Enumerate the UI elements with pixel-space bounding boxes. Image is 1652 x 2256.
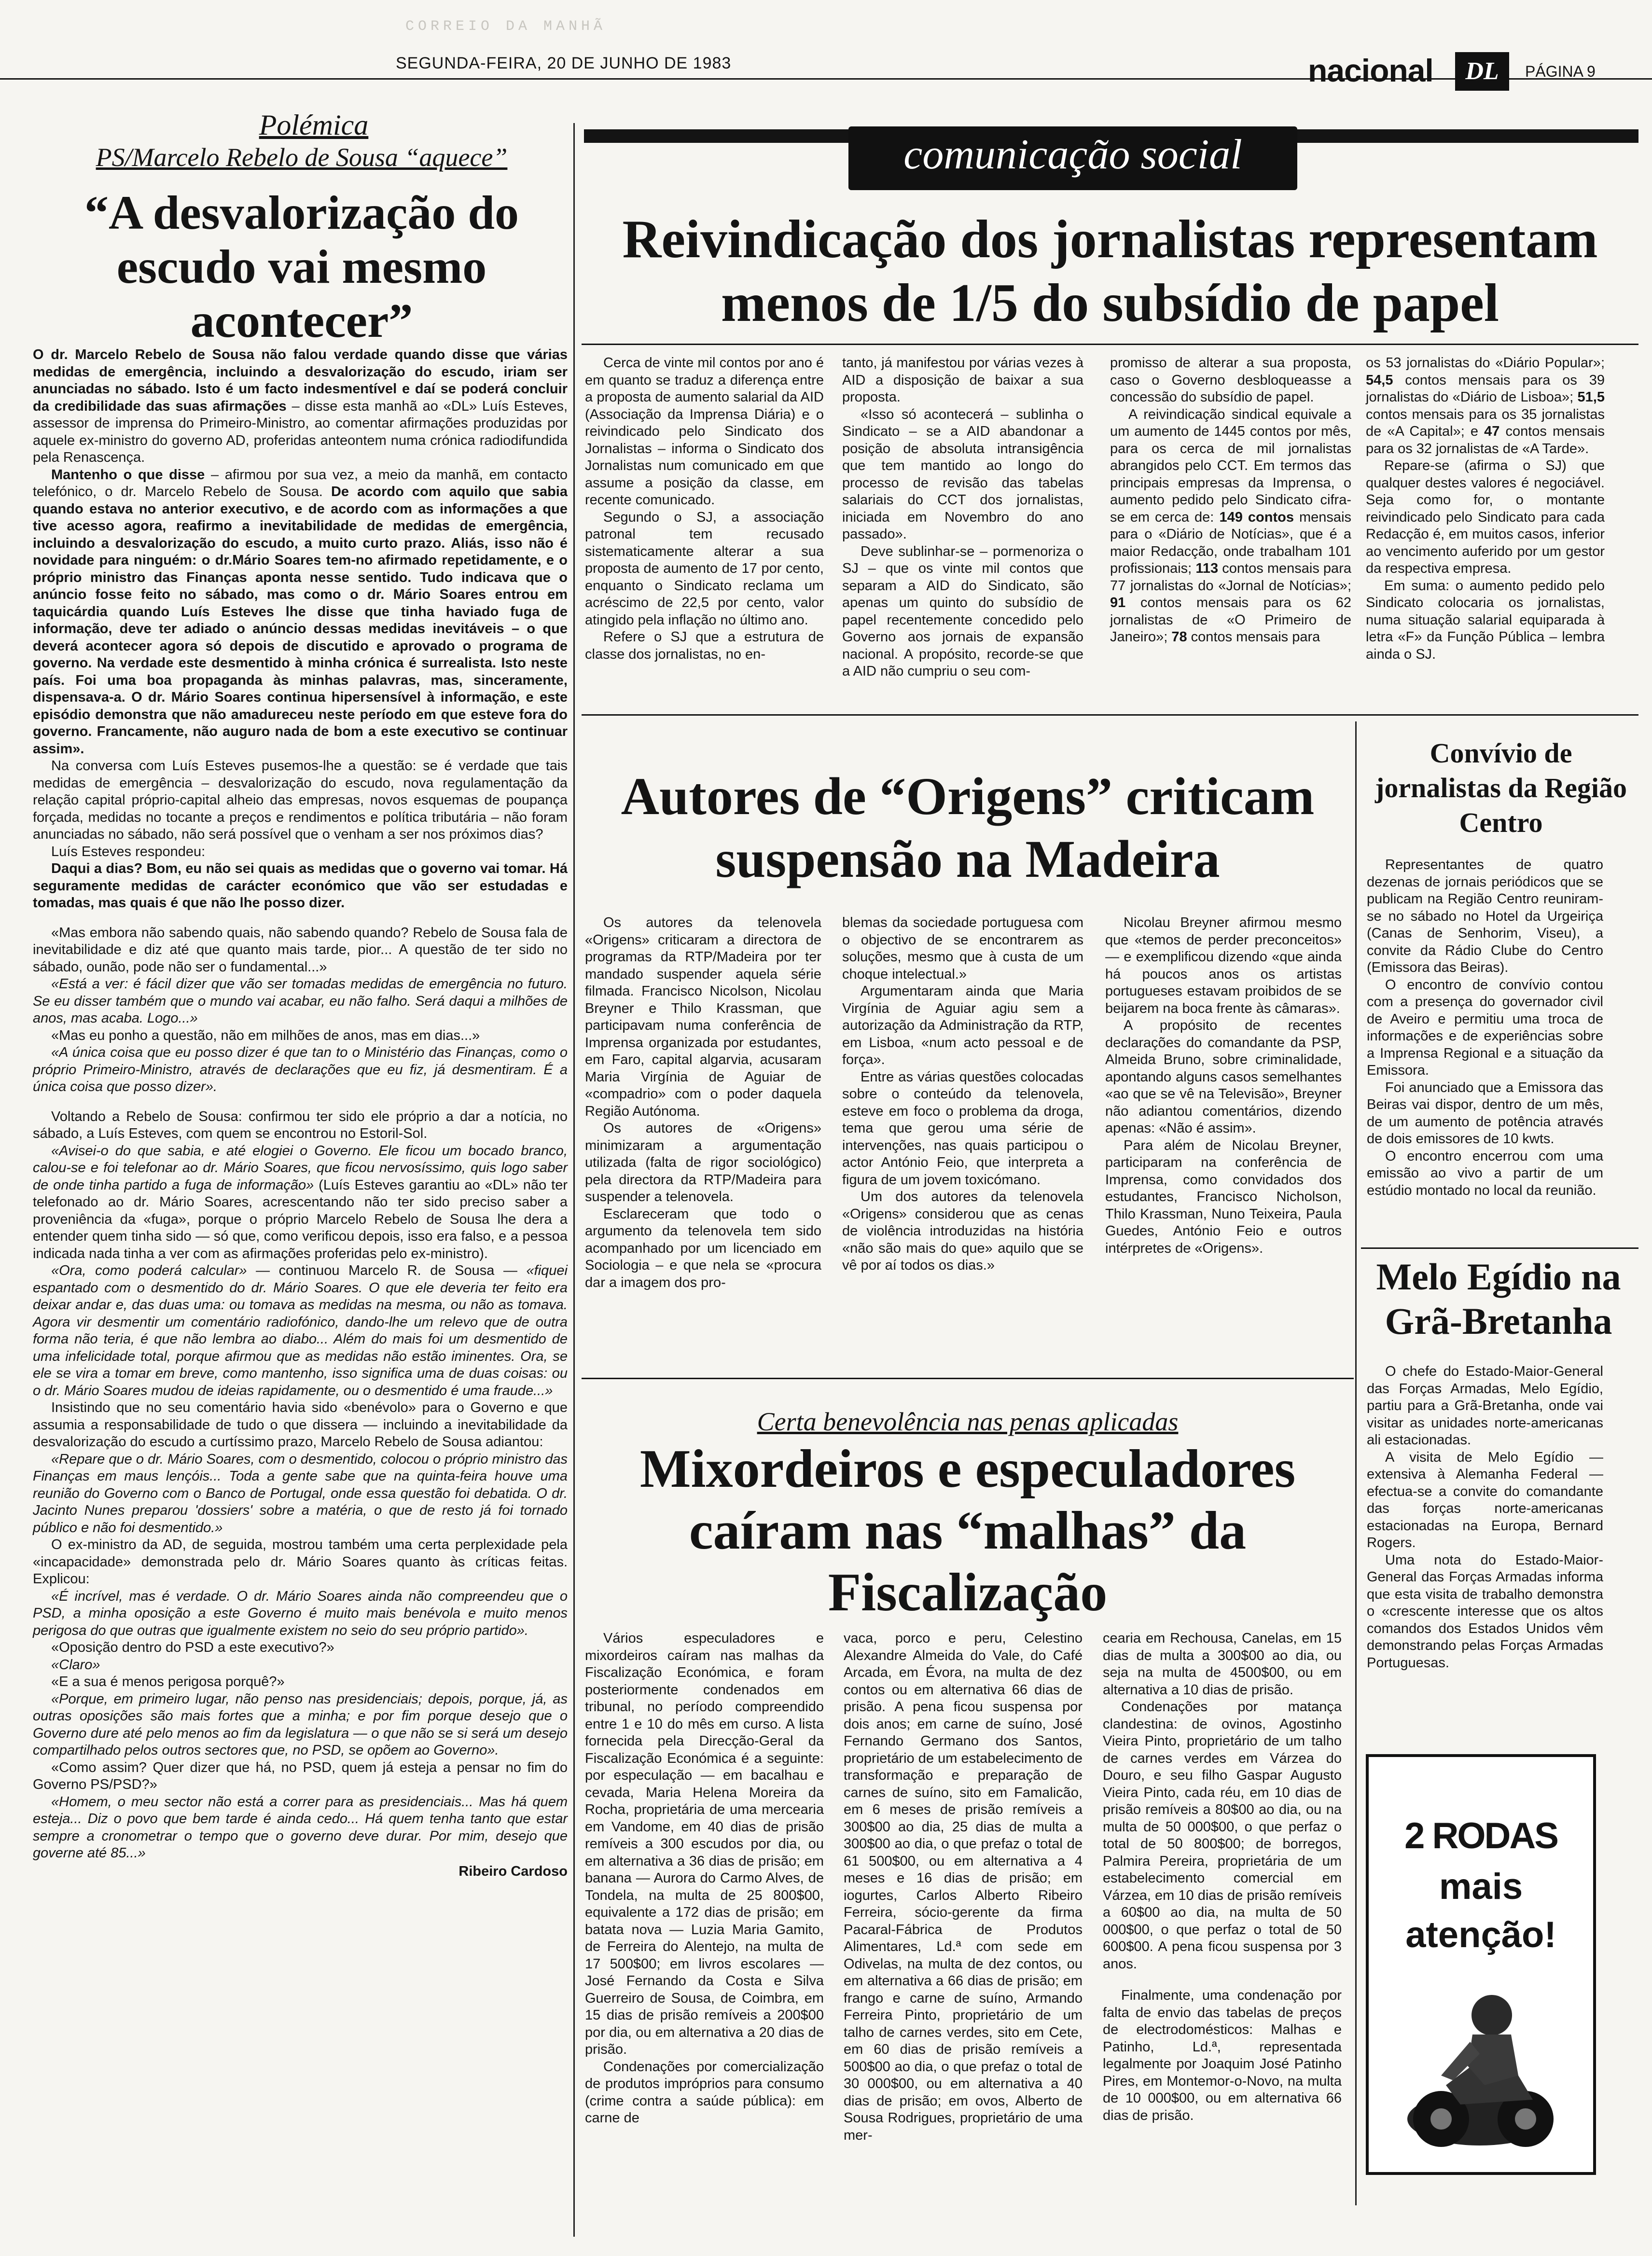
ad-line-1: 2 RODAS — [1404, 1815, 1557, 1856]
j4-b2: 51,5 — [1577, 389, 1605, 405]
j3-d: contos mensais para 77 jornalistas do «Jornal de Notícias»; — [1110, 561, 1351, 594]
j3-p1: promisso de alterar a sua proposta, caso o Governo desbloqueasse a concessão do subsídio de papel. — [1110, 355, 1351, 405]
convivio-headline: Convívio de jornalistas da Região Centro — [1375, 737, 1627, 838]
left-kicker: Polémica — [259, 109, 369, 141]
fiscal-headline: Mixordeiros e especuladores caíram nas “malhas” da Fiscalização — [639, 1439, 1296, 1622]
p11-italic: «Avisei-o do que sabia, e até elogiei o Governo. Ele ficou um bocado branco, calou-se e foi telefonar ao dr. Mário Soares, que ficou nervosíssimo, quis logo saber de onde tinha partido a fuga de informação» — [33, 1143, 568, 1193]
o3-p1: Nicolau Breyner afirmou mesmo que «temos de perder preconceitos» — e exemplificou dizendo «que ainda há poucos anos os artistas portugueses estavam proibidos de se beijarem na boca frente às câmaras». — [1105, 915, 1342, 1016]
fiscal-top-rule — [582, 1378, 1354, 1379]
p6: «Mas embora não sabendo quais, não sabendo quando? Rebelo de Sousa fala de inevitabilidade e diz até que quanto mais tarde, pior... A questão de ter sido no sábado, ounão, pode não ser o fundamental...» — [33, 925, 568, 975]
origens-col-3 — [1105, 914, 1342, 1257]
p10: Voltando a Rebelo de Sousa: confirmou ter sido ele próprio a dar a notícia, no sábado, a Luís Esteves, com quem se encontrou no Estoril-Sol. — [33, 1108, 568, 1141]
byline: Ribeiro Cardoso — [458, 1863, 568, 1879]
o1-p2: Os autores de «Origens» minimizaram a argumentação utilizada (falta de rigor sociológico) pela directora da RTP/Madeira para suspender a telenovela. — [585, 1121, 821, 1204]
melo-top-rule — [1361, 1247, 1638, 1249]
issue-date: SEGUNDA-FEIRA, 20 DE JUNHO DE 1983 — [396, 54, 732, 72]
right-column-rule — [1355, 721, 1357, 2205]
j4-p3: Em suma: o aumento pedido pelo Sindicato colocaria os jornalistas, numa situação salarial equiparada à letra «F» da Função Pública – lembra ainda o SJ. — [1366, 578, 1605, 662]
cv-p1: Representantes de quatro dezenas de jornais periódicos que se publicam na Região Centro reuniram-se no sábado no Hotel da Urgeiriça (Canas de Senhorim, Viseu), a convite da Rádio Clube do Centro (Emissora das Beiras). — [1367, 857, 1603, 975]
left-column-rule — [573, 123, 575, 2237]
j3-b4: 78 — [1171, 629, 1187, 645]
dl-logo: DL — [1455, 52, 1509, 91]
cv-p3: Foi anunciado que a Emissora das Beiras vai dispor, dentro de um mês, de um aumento de potência através de dois emissores de 10 kwts. — [1367, 1080, 1603, 1147]
j3-f: contos mensais para — [1187, 629, 1320, 645]
motorcycle-icon — [1388, 1974, 1574, 2158]
p12-b: — continuou Marcelo R. de Sousa — — [247, 1263, 527, 1278]
fiscal-col-2 — [844, 1630, 1083, 2144]
j4-b1: 54,5 — [1366, 372, 1393, 388]
faint-header-text: CORREIO DA MANHÃ — [405, 18, 607, 35]
journalists-col-2 — [842, 355, 1083, 680]
origens-col-1 — [585, 914, 821, 1291]
p5: Daqui a dias? Bom, eu não sei quais as medidas que o governo vai tomar. Há seguramente medidas de carácter económico que vão ser estudadas e tomadas, mas quais é que não lhe posso dizer. — [33, 861, 568, 911]
o2-p1: blemas da sociedade portuguesa com o objectivo de se encontrarem as soluções, mesmo que à custa de um choque intelectual.» — [842, 915, 1083, 982]
j3-e: contos mensais para os 62 jornalistas de «O Primeiro de Janeiro»; — [1110, 595, 1351, 645]
ad-line-3: atenção! — [1405, 1914, 1556, 1955]
cv-p4: O encontro encerrou com uma emissão ao vivo a partir de um estúdio montado no local da reunião. — [1367, 1148, 1603, 1198]
fiscal-kicker: Certa benevolência nas penas aplicadas — [757, 1407, 1179, 1436]
road-safety-ad — [1366, 1754, 1596, 2175]
journalists-col-3 — [1110, 355, 1351, 646]
section-banner-text: comunicação social — [903, 131, 1242, 178]
j3-b3: 91 — [1110, 595, 1126, 610]
me-p1: O chefe do Estado-Maior-General das Forças Armadas, Melo Egídio, partiu para a Grã-Bretanha, onde vai visitar as unidades norte-americanas ali estacionadas. — [1367, 1364, 1603, 1448]
origens-col-2 — [842, 914, 1083, 1274]
j4-b: contos mensais para os 39 jornalistas do «Diário de Lisboa»; — [1366, 372, 1605, 405]
p2-mid: – afirmou por sua vez, a meio da manhã, em contacto telefónico, o dr. Marcelo Rebelo de Sousa. — [33, 467, 568, 499]
f3-p2: Condenações por matança clandestina: de ovinos, Agostinho Vieira Pinto, proprietário de um talho de carnes verdes em Várzea do Douro, e seu filho Gaspar Augusto Vieira Pinto, cada réu, em 10 dias de prisão remíveis a 80$00 ao dia, ou na multa de 50 000$00, o que perfaz o total de 50 800$00; de borregos, Palmira Pereira, proprietária de um estabelecimento comercial em Várzea, em 10 dias de prisão remíveis a 60$00 ao dia, na multa de 50 000$00, o que perfaz o total de 50 600$00. A pena ficou suspensa por 3 anos. — [1103, 1699, 1342, 1972]
left-headline: “A desvalorização do escudo vai mesmo acontecer” — [84, 186, 519, 347]
journalists-col-4 — [1366, 355, 1605, 663]
p4: Luís Esteves respondeu: — [51, 844, 206, 859]
lead-tail: – disse esta manhã ao «DL» Luís Esteves, assessor de imprensa do Primeiro-Ministro, ao comentar afirmações produzidas por aquele ex-ministro do governo AD, proferidas anteontem numa crónica radiodifundida pela Renascença. — [33, 398, 568, 465]
j1-p2: Segundo o SJ, a associação patronal tem recusado sistematicamente alterar a sua proposta de aumento de 17 por cento, enquanto o Sindicato reclama um acréscimo de 22,5 por cento, valor atingido pela inflação no último ano. — [585, 509, 824, 628]
p19: «E a sua é menos perigosa porquê?» — [51, 1674, 285, 1689]
f1-p1: Vários especuladores e mixordeiros caíram nas malhas da Fiscalização Económica, e foram posteriormente condenados em tribunal, no período compreendido entre 1 e 10 do mês em curso. A lista fornecida pela Direcção-Geral da Fiscalização Económica é a seguinte: por especulação — em bacalhau e cevada, Maria Helena Moreira da Rocha, proprietária de uma mercearia em Vandome, em 40 dias de prisão remíveis a 300 escudos por dia, ou em alternativa a 36 dias de prisão; em banana — Aurora do Carmo Alves, de Tondela, na multa de 25 800$00, equivalente a 172 dias de prisão; em batata nova — Luzia Maria Gamito, de Ferreira do Alentejo, na multa de 17 500$00; em livros escolares — José Fernando da Costa e Silva Guerreiro de Sousa, de Coimbra, em 15 dias de prisão remíveis a 200$00 por dia, ou em alternativa a 20 dias de prisão. — [585, 1631, 824, 2057]
p15: O ex-ministro da AD, de seguida, mostrou também uma certa perplexidade pela «incapacidade» demonstrada pelo dr. Mário Soares quanto às críticas feitas. Explicou: — [33, 1537, 568, 1587]
fiscal-col-1 — [585, 1630, 824, 2127]
p13: Insistindo que no seu comentário havia sido «benévolo» para o Governo e que assumia a responsabilidade de tudo o que dissera — incluindo a inevitabilidade da desvalorização do escudo a curtíssimo prazo, Marcelo Rebelo de Sousa adiantou: — [33, 1400, 568, 1450]
p21: «Como assim? Quer dizer que há, no PSD, quem já esteja a pensar no fim do Governo PS/PSD?» — [33, 1759, 568, 1792]
fiscal-col-3 — [1103, 1630, 1342, 2124]
j3-a: A reivindicação sindical equivale a um aumento de 1445 contos por mês, para os cerca de mil jornalistas abrangidos pelo CCT. Em termos das principais empresas da Imprensa, o aumento pedido pelo Sindicato cifra-se em cerca de: — [1110, 406, 1351, 525]
j4-b3: 47 — [1484, 424, 1500, 439]
o2-p3: Entre as várias questões colocadas sobre o conteúdo da telenovela, esteve em foco o problema da droga, tema que gerou uma série de intervenções, nas quais participou o actor António Feio, que interpreta a figura de um jovem toxicómano. — [842, 1069, 1083, 1188]
section-name: nacional — [1308, 53, 1433, 88]
left-article-body — [33, 346, 568, 1880]
p2-bold: De acordo com aquilo que sabia quando estava no anterior executivo, e de acordo com as informações a que tive acesso agora, reafirmo a inevitabilidade de medidas de emergência, incluindo a desvalorização do escudo, a muito curto prazo. Aliás, isso não é novidade para ninguém: o dr.Mário Soares tem-no afirmado repetidamente, e o próprio ministro das Finanças aponta nesse sentido. Tudo indicava que o anúncio fosse feito no sábado, mas como o dr. Mário Soares entrou em taquicárdia quando Luís Esteves lhe disse que tinha haviado fuga de informação, deve ter adiado o anúncio dessas medidas inevitáveis – o que deverá acontecer agora só depois de discutido e aprovado o programa de governo. Na verdade este desmentido à minha crónica é surrealista. Isto neste país. Foi uma boa propaganda às minhas palavras, mas, sinceramente, dispensava-a. O dr. Mário Soares continua hipersensível à informação, e este episódio demonstra que não amadureceu neste período em que esteve fora do governo. Francamente, não auguro nada de bom a este executivo se continuar assim». — [33, 484, 568, 757]
o3-p2: A propósito de recentes declarações do comandante da PSP, Almeida Bruno, sobre criminalidade, apontando alguns casos semelhantes «ao que se vê na Televisão», Breyner não adiantou comentários, dizendo apenas: «Não é assim». — [1105, 1018, 1342, 1136]
f3-p3: Finalmente, uma condenação por falta de envio das tabelas de preços de electrodomésticos: Malhas e Patinho, Ld.ª, representada legalmente por Joaquim José Patinho Pires, em Montemor-o-Novo, na multa de 10 000$00, ou em alternativa 66 dias de prisão. — [1103, 1988, 1342, 2123]
melo-headline: Melo Egídio na Grã-Bretanha — [1376, 1256, 1621, 1342]
o1-p1: Os autores da telenovela «Origens» criticaram a directora de programas da RTP/Madeira por ter mandado suspender aquela série filmada. Francisco Nicolson, Nicolau Breyner e Thilo Krassman, que participavam numa conferência de Imprensa organizada por estudantes, em Faro, capital algarvia, acusaram Maria Virgínia de Aguiar de «compadrio» com o poder daquela Região Autónoma. — [585, 915, 821, 1119]
j4-a: os 53 jornalistas do «Diário Popular»; — [1366, 355, 1605, 371]
j4-d: contos mensais para os 32 jornalistas de «A Tarde». — [1366, 424, 1605, 457]
j2-p2: «Isso só acontecerá – sublinha o Sindicato – se a AID abandonar a posição de absoluta intransigência que tem mantido ao longo do processo de revisão das tabelas salariais do CCT dos jornalistas, iniciada em Novembro do ano passado». — [842, 406, 1083, 542]
f3-p1: cearia em Rechousa, Canelas, em 15 dias de multa a 300$00 ao dia, ou seja na multa de 4500$00, ou em alternativa a 10 dias de prisão. — [1103, 1631, 1342, 1698]
f2-p1: vaca, porco e peru, Celestino Alexandre Almeida do Vale, do Café Arcada, em Évora, na multa de dez contos ou em alternativa 66 dias de prisão. A pena ficou suspensa por dois anos; em carne de suíno, José Fernando Germano dos Santos, proprietário de um estabelecimento de transformação e preparação de carnes de suíno, sito em Famalicão, em 6 meses de prisão remíveis a 300$00 ao dia, 25 dias de multa a 300$00 ao dia, o que prefaz o total de 61 500$00, ou em alternativa a 4 meses e 16 dias de prisão; em iogurtes, Carlos Alberto Ribeiro Ferreira, sócio-gerente da firma Pacaral-Fábrica de Produtos Alimentares, Ld.ª com sede em Odivelas, na multa de dez contos, ou em alternativa a 66 dias de prisão; em frango e carne de suíno, Armando Ferreira Pinto, proprietário de um talho de carnes verdes, sito em Cete, em 60 dias de prisão remíveis a 500$00 ao dia, o que prefaz o total de 30 000$00, ou em alternativa a 40 dias de prisão; em ovos, Alberto de Sousa Rodrigues, proprietário de uma mer- — [844, 1631, 1083, 2143]
f1-p2: Condenações por comercialização de produtos impróprios para consumo (crime contra a saúde pública): em carne de — [585, 2059, 824, 2126]
p14: «Repare que o dr. Mário Soares, com o desmentido, colocou o próprio ministro das Finanças em maus lençóis... Toda a gente sabe que na quinta-feira houve uma reunião do Governo com o Banco de Portugal, onde essa questão foi debatida. O dr. Jacinto Nunes preparou 'dossiers' sobre a matéria, o que de resto já foi tornado público e não foi desmentido.» — [33, 1451, 568, 1536]
me-p3: Uma nota do Estado-Maior-General das Forças Armadas informa que esta visita de trabalho demonstra o «crescente interesse que os altos comandos dos Estados Unidos vêm demonstrando pelas Forças Armadas Portuguesas. — [1367, 1552, 1603, 1671]
p8: «Mas eu ponho a questão, não em milhões de anos, mas em dias...» — [51, 1027, 480, 1043]
me-p2: A visita de Melo Egídio — extensiva à Alemanha Federal — efectua-se a convite do comandante das forças norte-americanas estacionadas na Europa, Bernard Rogers. — [1367, 1449, 1603, 1550]
left-subkicker: PS/Marcelo Rebelo de Sousa “aquece” — [96, 143, 508, 172]
p22: «Homem, o meu sector não está a correr para as presidenciais... Mas há quem esteja... Diz o povo que bem tarde é ainda cedo... Há quem tenha tanto que estar sempre a cronometrar o tempo que o governo deve durar. Por mim, desejo que governe até 85...» — [33, 1794, 568, 1861]
j2-p1: tanto, já manifestou por várias vezes à AID a disposição de baixar a sua proposta. — [842, 355, 1083, 405]
p18: «Claro» — [51, 1657, 100, 1673]
o3-p3: Para além de Nicolau Breyner, participaram na conferência de Imprensa, como convidados dos estudantes, Francisco Nicholson, Thilo Krassman, Nuno Teixeira, Paula Guedes, António Feio e outros intérpretes de «Origens». — [1105, 1137, 1342, 1256]
p11-tail: (Luís Esteves garantiu ao «DL» não ter telefonado ao dr. Mário Soares, acrescentando não ter sido preciso saber a proveniência da «fuga», porque o próprio Marcelo Rebelo de Sousa lhe dera a entender quem tinha sido — só que, como verificou depois, isso era falso, e a pessoa indicada nada tinha a ver com as afirmações proferidas pelo ex-ministro). — [33, 1177, 568, 1261]
j4-p2: Repare-se (afirma o SJ) que qualquer destes valores é negociável. Seja como for, o montante reivindicado pelo Sindicato para cada Redacção é, em muitos casos, inferior ao vencimento auferido por um gestor da respectiva empresa. — [1366, 458, 1605, 576]
p3: Na conversa com Luís Esteves pusemos-lhe a questão: se é verdade que tais medidas de emergência – desvalorização do escudo, nova regulamentação da relação capital próprio-capital alheio das empresas, novos esquemas de poupança forçada, medidas no tocante a preços e rendimentos e política tributária – não foram anunciadas no sábado, não será possível que o venham a ser nos próximos dias? — [33, 758, 568, 842]
o1-p3: Esclareceram que todo o argumento da telenovela tem sido acompanhado por um licenciado em Sociologia – e que nela se «procura dar a imagem dos pro- — [585, 1206, 821, 1290]
p12-a: «Ora, como poderá calcular» — [51, 1263, 247, 1278]
j1-p1: Cerca de vinte mil contos por ano é em quanto se traduz a diferença entre a proposta de aumento salarial da AID (Associação da Imprensa Diária) e o reivindicado pelo Sindicato dos Jornalistas – informa o Sindicato dos Jornalistas num comunicado em que assume a posição da classe, em recente comunicado. — [585, 355, 824, 508]
j3-c: mensais para o «Diário de Notícias», que é a maior Redacção, onde trabalham 101 profissionais; — [1110, 509, 1352, 576]
p9: «A única coisa que eu posso dizer é que tan to o Ministério das Finanças, como o próprio Primeiro-Ministro, através de declarações que eu fiz, já desmentiram. É a única coisa que posso dizer». — [33, 1045, 568, 1094]
o2-p2: Argumentaram ainda que Maria Virgínia de Aguiar agiu sem a autorização da Administração da RTP, em Lisboa, «num acto pessoal e de força». — [842, 983, 1083, 1067]
p20: «Porque, em primeiro lugar, não penso nas presidenciais; depois, porque, já, as outras oposições são mais fortes que a minha; e por fim porque desejo que o Governo dure até pelo menos ao fim da legislatura — o que não se si será um desejo compartilhado pelos outros sectores que, no PSD, se opõem ao Governo». — [33, 1691, 568, 1758]
lead-bold: O dr. Marcelo Rebelo de Sousa não falou verdade quando disse que várias medidas de emergência, incluindo a desvalorização do escudo, iriam ser anunciadas no sábado. Isto é um facto indesmentível e daí se poderá concluir da credibilidade das suas afirmações — [33, 347, 568, 414]
p17: «Oposição dentro do PSD a este executivo?» — [51, 1640, 334, 1655]
j3-b2: 113 — [1195, 561, 1219, 576]
p12-italic: «fiquei espantado com o desmentido do dr. Mário Soares. O que ele deveria ter feito era deixar andar e, das duas uma: ou tomava as medidas na mesma, ou não as tomava. Agora vir desmentir um comentário radiofónico, dando-lhe um relevo que de outra forma não teria, é que não lembra ao diabo... Além do mais foi um desmentido de uma infelicidade total, porque afirmou que as medidas não estão iminentes. Ora, se ele se vira a tomar em breve, como mantenho, isso significa uma de duas coisas: ou o dr. Mário Soares mudou de ideias rapidamente, ou o desmentido é uma fraude...» — [33, 1263, 568, 1398]
page-number: PÁGINA 9 — [1525, 63, 1596, 80]
journalists-headline: Reivindicação dos jornalistas representam menos de 1/5 do subsídio de papel — [622, 209, 1598, 333]
j4-c: contos mensais para os 35 jornalistas de «A Capital»; e — [1366, 406, 1605, 439]
convivio-body — [1367, 857, 1603, 1199]
p16: «É incrível, mas é verdade. O dr. Mário Soares ainda não compreendeu que o PSD, a minha oposição a este Governo é muito mais benévola e muito menos perigosa do que outras que igualmente existem no seio do seu próprio partido». — [33, 1588, 568, 1638]
p7: «Está a ver: é fácil dizer que vão ser tomadas medidas de emergência no futuro. Se eu disser também que o mundo vai acabar, eu não falho. Será daqui a milhões de anos, mas acaba. Logo...» — [33, 976, 568, 1026]
melo-body — [1367, 1363, 1603, 1672]
j1-p3: Refere o SJ que a estrutura de classe dos jornalistas, no en- — [585, 629, 824, 662]
ad-line-2: mais — [1439, 1866, 1523, 1907]
origens-headline: Autores de “Origens” criticam suspensão na Madeira — [621, 767, 1315, 888]
o2-p4: Um dos autores da telenovela «Origens» considerou que as cenas de violência introduzidas na história «não são mais do que» aquilo que se vê por aí todos os dias.» — [842, 1189, 1083, 1273]
journalists-underline — [582, 344, 1638, 345]
j3-b1: 149 contos — [1219, 509, 1294, 525]
p2-start: Mantenho o que disse — [51, 467, 205, 483]
mid-right-rule — [582, 714, 1638, 716]
cv-p2: O encontro de convívio contou com a presença do governador civil de Aveiro e permitiu uma troca de informações e de experiências sobre a Imprensa Regional e a situação da Emissora. — [1367, 977, 1603, 1078]
journalists-col-1 — [585, 355, 824, 663]
j2-p3: Deve sublinhar-se – pormenoriza o SJ – que os vinte mil contos que separam a AID do Sindicato, são apenas um quinto do subsídio de papel recentemente concedido pelo Governo aos jornais de expansão nacional. A propósito, recorde-se que a AID não cumpriu o seu com- — [842, 543, 1083, 679]
